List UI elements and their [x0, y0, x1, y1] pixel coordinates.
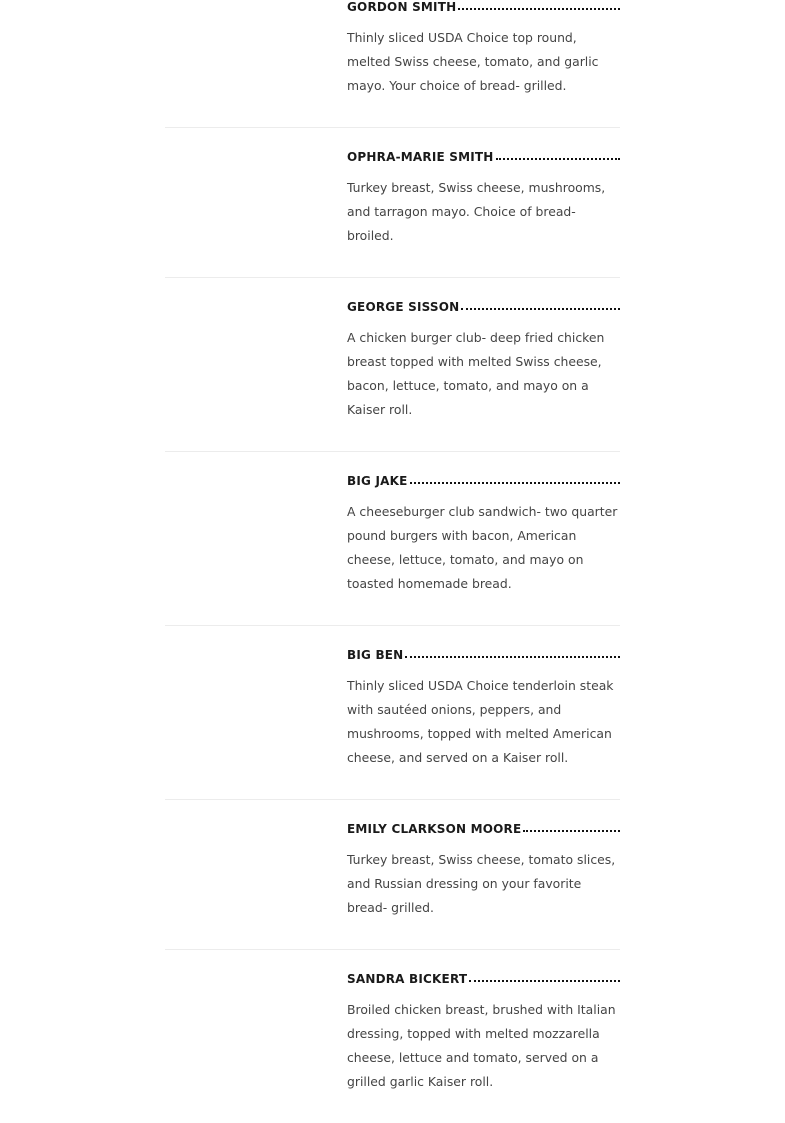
dotted-leader: [405, 653, 620, 658]
menu-item: [165, 0, 620, 128]
menu-item: [165, 950, 620, 1123]
menu-item: [165, 626, 620, 800]
menu-item: [165, 452, 620, 626]
menu-item-content: [347, 972, 620, 1094]
menu-item-image: [165, 648, 347, 770]
menu-item-description: Turkey breast, Swiss cheese, tomato slices, and Russian dressing on your favorite bread- grilled.: [347, 852, 616, 915]
menu-item-content: [347, 300, 620, 422]
menu-item-description: Broiled chicken breast, brushed with Italian dressing, topped with melted mozzarella cheese, lettuce and tomato, served on a grilled garlic Kaiser roll.: [347, 1002, 616, 1089]
menu-item-content: [347, 150, 620, 248]
dotted-leader: [458, 5, 620, 10]
dotted-leader: [410, 479, 621, 484]
menu-item-description: A chicken burger club- deep fried chicken breast topped with melted Swiss cheese, bacon, lettuce, tomato, and mayo on a Kaiser roll.: [347, 330, 605, 417]
menu-item-image: [165, 822, 347, 920]
menu-item-name: EMILY CLARKSON MOORE: [347, 822, 522, 836]
menu-item-description: A cheeseburger club sandwich- two quarter pound burgers with bacon, American cheese, lettuce, tomato, and mayo on toasted homemade bread.: [347, 504, 618, 591]
menu-item-header: [347, 474, 620, 494]
menu-item-content: [347, 822, 620, 920]
dotted-leader: [523, 827, 620, 832]
menu-item-description: Thinly sliced USDA Choice tenderloin steak with sautéed onions, peppers, and mushrooms, topped with melted American cheese, and served on a Kaiser roll.: [347, 678, 614, 765]
menu-item-content: [347, 0, 620, 98]
menu-item-image: [165, 474, 347, 596]
menu-item-name: GEORGE SISSON: [347, 300, 460, 314]
menu-item-image: [165, 300, 347, 422]
menu-item-header: [347, 822, 620, 842]
menu-item: [165, 278, 620, 452]
menu-item-header: [347, 648, 620, 668]
menu-item-content: [347, 474, 620, 596]
menu-item-header: [347, 0, 620, 20]
menu-item-name: SANDRA BICKERT: [347, 972, 468, 986]
menu-item-description: Thinly sliced USDA Choice top round, melted Swiss cheese, tomato, and garlic mayo. Your choice of bread- grilled.: [347, 30, 599, 93]
menu-item-content: [347, 648, 620, 770]
menu-list: [165, 0, 620, 1123]
menu-item-image: [165, 0, 347, 98]
menu-item-name: GORDON SMITH: [347, 0, 457, 14]
menu-item-image: [165, 150, 347, 248]
menu-item: [165, 800, 620, 950]
dotted-leader: [461, 305, 620, 310]
menu-item-name: OPHRA-MARIE SMITH: [347, 150, 494, 164]
dotted-leader: [496, 155, 620, 160]
menu-item-description: Turkey breast, Swiss cheese, mushrooms, and tarragon mayo. Choice of bread- broiled.: [347, 180, 606, 243]
menu-item-header: [347, 300, 620, 320]
menu-item: [165, 128, 620, 278]
menu-item-name: BIG JAKE: [347, 474, 408, 488]
menu-item-name: BIG BEN: [347, 648, 404, 662]
dotted-leader: [469, 977, 620, 982]
menu-item-header: [347, 972, 620, 992]
menu-item-image: [165, 972, 347, 1094]
menu-item-header: [347, 150, 620, 170]
